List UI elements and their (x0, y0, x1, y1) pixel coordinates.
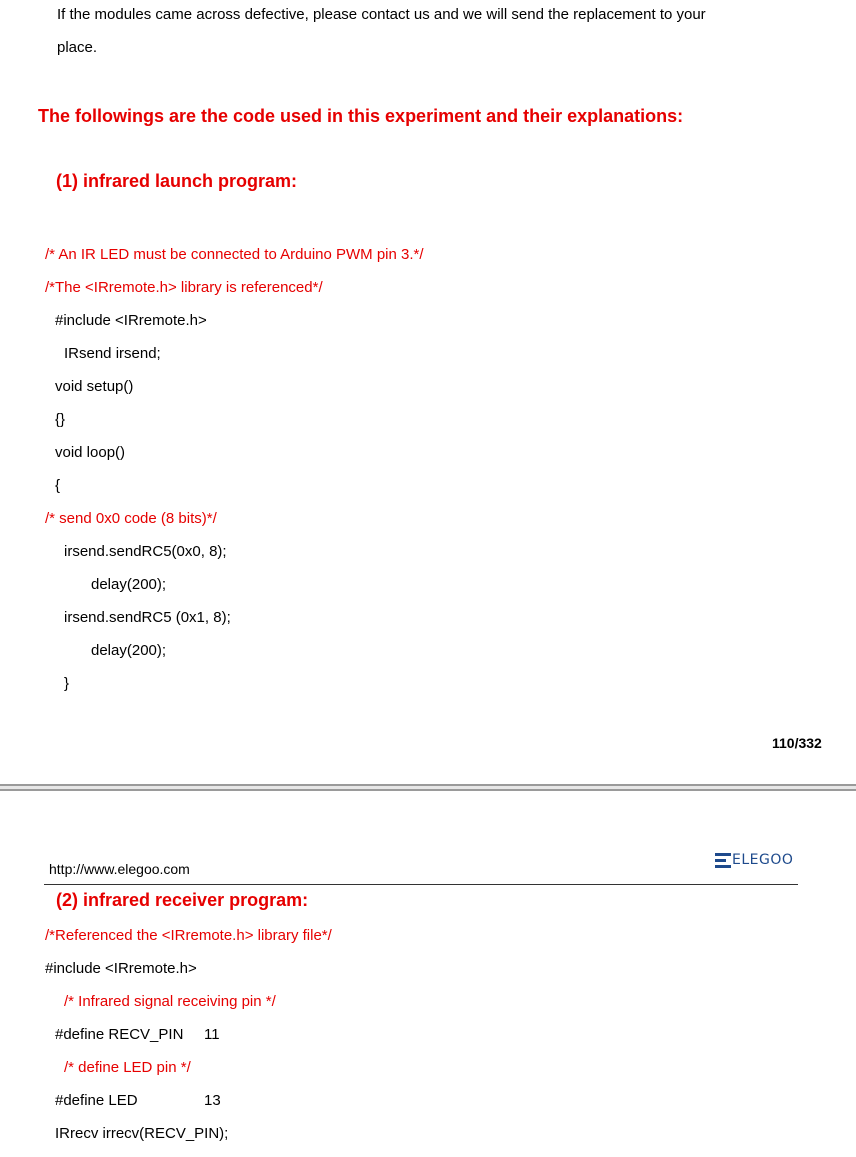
code-line: void setup() (55, 378, 134, 395)
code-line: #include <IRremote.h> (55, 312, 207, 329)
page-number: 110/332 (772, 735, 822, 751)
code-line: #define RECV_PIN (55, 1026, 184, 1043)
code-comment: /* define LED pin */ (64, 1059, 191, 1076)
code-value: 11 (204, 1026, 220, 1043)
logo-text: ELEGOO (732, 852, 794, 868)
code-line: #include <IRremote.h> (45, 960, 197, 977)
code-line: delay(200); (91, 642, 167, 659)
section-heading: The followings are the code used in this experiment and their explanations: (38, 106, 684, 126)
header-url: http://www.elegoo.com (49, 861, 190, 877)
code-line: {} (55, 411, 66, 428)
header-rule (44, 884, 798, 885)
code-line: } (64, 675, 70, 692)
page-separator (0, 789, 856, 791)
intro-text-line-1: If the modules came across defective, please contact us and we will send the replacement to your (57, 6, 706, 23)
code-line: delay(200); (91, 576, 167, 593)
code-line: IRrecv irrecv(RECV_PIN); (55, 1125, 229, 1142)
code-line: irsend.sendRC5 (0x1, 8); (64, 609, 231, 626)
elegoo-logo (715, 850, 793, 870)
sub-heading-launch: (1) infrared launch program: (56, 171, 298, 191)
intro-text-line-2: place. (57, 39, 98, 56)
code-line: { (55, 477, 61, 494)
sub-heading-receiver: (2) infrared receiver program: (56, 890, 309, 910)
elegoo-logo-icon (715, 853, 731, 868)
code-comment: /*The <IRremote.h> library is referenced*/ (45, 279, 323, 296)
code-comment: /* An IR LED must be connected to Arduino PWM pin 3.*/ (45, 246, 424, 263)
code-line: irsend.sendRC5(0x0, 8); (64, 543, 227, 560)
code-line: #define LED (55, 1092, 138, 1109)
code-comment: /* Infrared signal receiving pin */ (64, 993, 276, 1010)
code-value: 13 (204, 1092, 221, 1109)
code-line: IRsend irsend; (64, 345, 161, 362)
code-comment: /* send 0x0 code (8 bits)*/ (45, 510, 217, 527)
code-line: void loop() (55, 444, 126, 461)
code-comment: /*Referenced the <IRremote.h> library file*/ (45, 927, 332, 944)
